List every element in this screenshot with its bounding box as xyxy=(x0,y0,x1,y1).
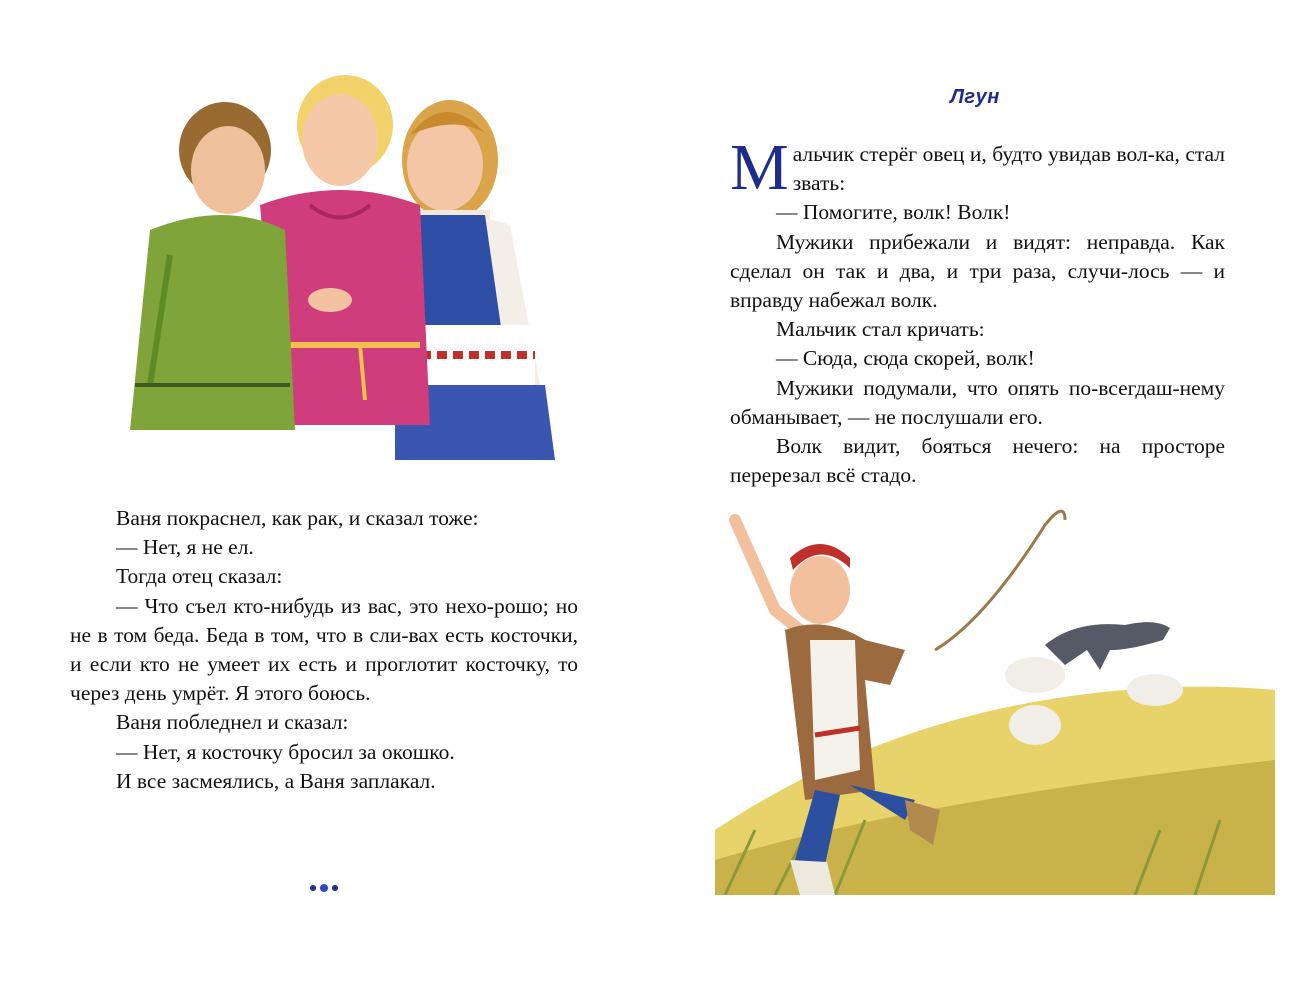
left-page-text xyxy=(70,504,578,796)
right-page xyxy=(650,0,1300,999)
three-children-illustration xyxy=(110,55,560,470)
ornament-dot xyxy=(332,885,338,891)
paragraph: Ваня побледнел и сказал: xyxy=(116,710,349,735)
first-paragraph xyxy=(730,131,1225,204)
paragraph: — Нет, я не ел. xyxy=(116,535,254,560)
paragraph: Мужики подумали, что опять по-всегдаш-нему обманывает, — не послушали его. xyxy=(730,375,1225,429)
shepherd-boy-illustration xyxy=(715,500,1275,895)
first-paragraph-text: альчик стерёг овец и, будто увидав вол-ка, стал звать: xyxy=(792,142,1225,196)
paragraph: Тогда отец сказал: xyxy=(116,564,283,589)
paragraph: — Что съел кто-нибудь из вас, это нехо-рошо; но не в том беда. Беда в том, что в сли-вах есть косточки, и если кто не умеет их есть и проглотит косточку, то через день умрёт. Я этого боюсь. xyxy=(70,593,578,706)
paragraph: Мальчик стал кричать: xyxy=(776,317,985,342)
right-page-text xyxy=(730,131,1225,490)
story-title: Лгун xyxy=(950,86,1000,108)
paragraph: — Помогите, волк! Волк! xyxy=(776,200,1011,225)
ornament-dot xyxy=(320,884,328,892)
drop-cap: М xyxy=(730,131,789,204)
paragraph: — Сюда, сюда скорей, волк! xyxy=(776,346,1035,371)
paragraph: Ваня покраснел, как рак, и сказал тоже: xyxy=(116,506,479,530)
paragraph: Волк видит, бояться нечего: на просторе перерезал всё стадо. xyxy=(730,434,1225,488)
ornament-dot xyxy=(310,885,316,891)
paragraph: И все засмеялись, а Ваня заплакал. xyxy=(116,768,436,793)
paragraph: — Нет, я косточку бросил за окошко. xyxy=(116,739,455,764)
page-ornament xyxy=(310,884,338,892)
paragraph: Мужики прибежали и видят: неправда. Как сделал он так и два, и три раза, случи-лось — и вправду набежал волк. xyxy=(730,229,1225,313)
